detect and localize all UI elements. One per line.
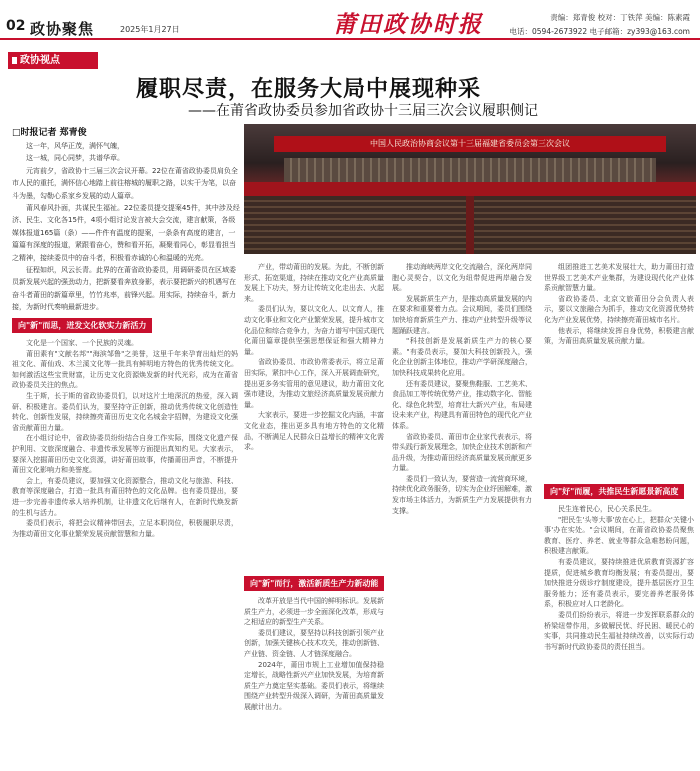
paragraph: 委员们认为，要以文化人、以文育人，推动文化事业和文化产业繁荣发展，提升城市文化品位和综合竞争力，为奋力谱写中国式现代化莆田篇章提供坚强思想保证和强大精神力量。: [244, 305, 384, 356]
paragraph: 会上，有委员建议，要加强文化资源整合，推动文化与旅游、科技、教育等深度融合，打造一批具有莆田特色的文化品牌。也有委员提出，要进一步完善非遗传承人培养机制，让非遗文化后继有人，在新时代焕发新的生机与活力。: [12, 476, 238, 517]
subhead-culture: 向"新"而思，迸发文化软实力新活力: [12, 318, 152, 333]
editor-credits: 责编：郑青俊 校对：丁铁萍 美编：陈素霞: [550, 13, 690, 22]
newspaper-masthead: 莆田政协时报: [333, 11, 483, 38]
paragraph: 组团推进工艺美术发展壮大，助力莆田打造世界级工艺美术产业集群，为建设现代化产业体系贡献智慧力量。: [544, 263, 694, 293]
paragraph: 莆田素有"文献名邦""海滨邹鲁"之美誉，这里千年来孕育出灿烂的妈祖文化、莆仙戏、木兰溪文化等一批具有鲜明地方特色的优秀传统文化。如何激活这些宝贵财富，让历史文化资源焕发新的时代光彩，成为在莆省政协委员关注的焦点。: [12, 349, 238, 390]
podium-front: [244, 182, 696, 196]
paragraph: 他表示，将继续发挥自身优势，积极建言献策，为莆田高质量发展贡献力量。: [544, 326, 694, 346]
paragraph: 省政协委员、北京文旅莆田分会负责人表示，要以文旅融合为抓手，推动文化资源优势转化为产业发展优势，持续擦亮莆田城市名片。: [544, 294, 694, 324]
page-header: [0, 0, 700, 48]
paragraph: 省政协委员、莆田市企业家代表表示，将带头践行新发展理念，加快企业技术创新和产品升级，为推动莆田经济高质量发展贡献更多力量。: [392, 432, 532, 473]
center-aisle: [466, 196, 474, 254]
poem-paragraph: 征程如织，风云长青。此界的在莆省政协委员，用调研委员在区域委员新发展兴起的强劲动力，把新要看奔放身影，表示要把新兴的机遇写在奋斗者莆田的新篇章里，竹竹兆率，前锋兴起。用实际，持续奋斗，新力接，为新时代奏响最新进步。: [12, 266, 236, 312]
paragraph: 发展新质生产力，是推动高质量发展的内在要求和重要着力点。会议期间，委员们围绕加快培育新质生产力、推动产业转型升级等议题踊跃建言。: [392, 294, 532, 335]
issue-date: 2025年1月27日: [120, 25, 180, 34]
poem-paragraph: 元宵前夕，省政协十三届三次会议开幕。22位在莆省政协委员肩负全市人民的重托，满怀信心地踏上前往榕城的履职之路，以实干为笔，以奋斗为墨，勾勒心系家乡发展的动人篇章。: [12, 166, 238, 200]
article-column-3: [392, 262, 532, 762]
rostrum: [284, 158, 656, 182]
article-column-1: [12, 338, 238, 766]
conference-photo: [244, 124, 696, 254]
subhead-productivity: 向"新"而行，激活新质生产力新动能: [244, 576, 384, 591]
contact-info: 电话：0594-2673922 电子邮箱：zy393@163.com: [509, 27, 690, 36]
poem-paragraph: 莆风春风扑面，共谋民生福祉。22位委员提交提案45件，其中涉及经济、民生、文化各15件，4项小组讨论发言被大会交流，建言献策，各级媒体报道165篇（条）——件件有温度的提案，一条条有高度的建言，一篇篇有深度的报道，紧跟看奋心，赞和看开拓，凝聚看同心，彰显看担当之精神，接续委员中的奋斗者，积极看赤诚的心和温暖的光亮。: [12, 204, 240, 262]
paragraph: 大家表示，要进一步挖掘文化内涵，丰富文化业态，推出更多具有地方特色的文化精品，不断满足人民群众日益增长的精神文化需求。: [244, 411, 384, 452]
paragraph: 委员们表示，将把会议精神带回去，立足本职岗位，积极履职尽责，为推动莆田文化事业繁荣发展贡献智慧和力量。: [12, 519, 238, 538]
byline: □时报记者 郑青俊: [12, 128, 87, 138]
article-column-6: [544, 504, 694, 766]
paragraph: 文化是一个国家、一个民族的灵魂。: [26, 339, 138, 347]
paragraph: 推动海峡两岸文化交流融合，深化两岸同胞心灵契合，以文化为纽带促进两岸融合发展。: [392, 263, 532, 293]
page-number: 02: [6, 18, 26, 34]
paragraph: "科技创新是发展新质生产力的核心要素。"有委员表示，要加大科技创新投入，强化企业创新主体地位，推动产学研深度融合，加快科技成果转化应用。: [392, 337, 532, 377]
paragraph: 民生连着民心，民心关系民生。: [558, 505, 656, 513]
poem-line: 这一年，风华正茂，满怀气魄，: [26, 142, 124, 150]
column-tag: 政协视点: [8, 52, 98, 69]
subhead-livelihood: 向"好"而履，共推民生新愿景新高度: [544, 484, 684, 499]
intro-poem: [12, 140, 240, 314]
paragraph: 2024年，莆田市规上工业增加值保持稳定增长，战略性新兴产业加快发展，为培育新质生产力奠定坚实基础。委员们表示，将继续围绕产业转型升级深入调研，为莆田高质量发展献计出力。: [244, 660, 384, 711]
paragraph: 委员们一致认为，要营造一流营商环境，持续优化政务服务，切实为企业纾困解难，激发市场主体活力，为新质生产力发展提供有力支撑。: [392, 474, 532, 515]
paragraph: "把民生'头等大事'放在心上，把群众'关键小事'办在实处。"会议期间，在莆省政协委员聚焦教育、医疗、养老、就业等群众急难愁盼问题，积极建言献策。: [544, 515, 694, 556]
poem-line: 这一城，同心同梦，共谱华章。: [26, 154, 124, 163]
paragraph: 改革开放是当代中国的鲜明标识。发展新质生产力，必须进一步全面深化改革，形成与之相适应的新型生产关系。: [244, 597, 384, 627]
paragraph: 生于斯，长于斯的省政协委员们，以对这片土地深沉的热爱，深入调研、积极建言。委员们认为，要坚持守正创新，推动优秀传统文化创造性转化、创新性发展，持续擦亮莆田历史文化名城金字招牌，为建设文化强省贡献莆田力量。: [12, 391, 238, 432]
headline: 履职尽责，在服务大局中展现种采: [136, 77, 482, 102]
article-column-5: [244, 596, 384, 766]
paragraph: 在小组讨论中，省政协委员纷纷结合自身工作实际，围绕文化遗产保护利用、文旅深度融合、非遗传承发展等方面提出真知灼见。大家表示，要深入挖掘莆田历史文化资源，讲好莆田故事，传播莆田声音，不断提升莆田文化影响力和美誉度。: [12, 434, 238, 475]
paragraph: 产业，带动莆田的发展。为此，不断创新形式、拓宽渠道，持续在推动文化产业高质量发展上下功夫，努力让传统文化走出去、火起来。: [244, 263, 384, 303]
paragraph: 有委员建议，要持续推进优质教育资源扩容提质，促进城乡教育均衡发展；有委员提出，要加快推进分级诊疗制度建设，提升基层医疗卫生服务能力；还有委员表示，要完善养老服务体系，积极应对人口老龄化。: [544, 557, 694, 609]
article-column-4: [544, 262, 694, 478]
conference-banner: 中国人民政治协商会议第十三届福建省委员会第三次会议: [274, 136, 666, 152]
paragraph: 委员们纷纷表示，将进一步发挥联系群众的桥梁纽带作用，多做解民忧、纾民困、暖民心的实事，共同推动民生福祉持续改善，以实际行动书写新时代政协委员的责任担当。: [544, 610, 694, 651]
subheadline: ——在莆省政协委员参加省政协十三届三次会议履职侧记: [188, 103, 538, 119]
paragraph: 委员们建议，要坚持以科技创新引领产业创新，加强关键核心技术攻关，推动创新链、产业链、资金链、人才链深度融合。: [244, 628, 384, 658]
paragraph: 省政协委员、市政协常委表示，将立足莆田实际，紧扣中心工作，深入开展调查研究，提出更多务实管用的意见建议，助力莆田文化强市建设，为推动文旅经济高质量发展贡献力量。: [244, 358, 384, 409]
paragraph: 还有委员建议，要聚焦鞋服、工艺美术、食品加工等传统优势产业，推动数字化、智能化、绿色化转型，培育壮大新兴产业，布局建设未来产业，构建具有莆田特色的现代化产业体系。: [392, 379, 532, 430]
section-title: 政协聚焦: [30, 20, 95, 38]
header-divider: [0, 38, 700, 40]
article-column-2: [244, 262, 384, 570]
